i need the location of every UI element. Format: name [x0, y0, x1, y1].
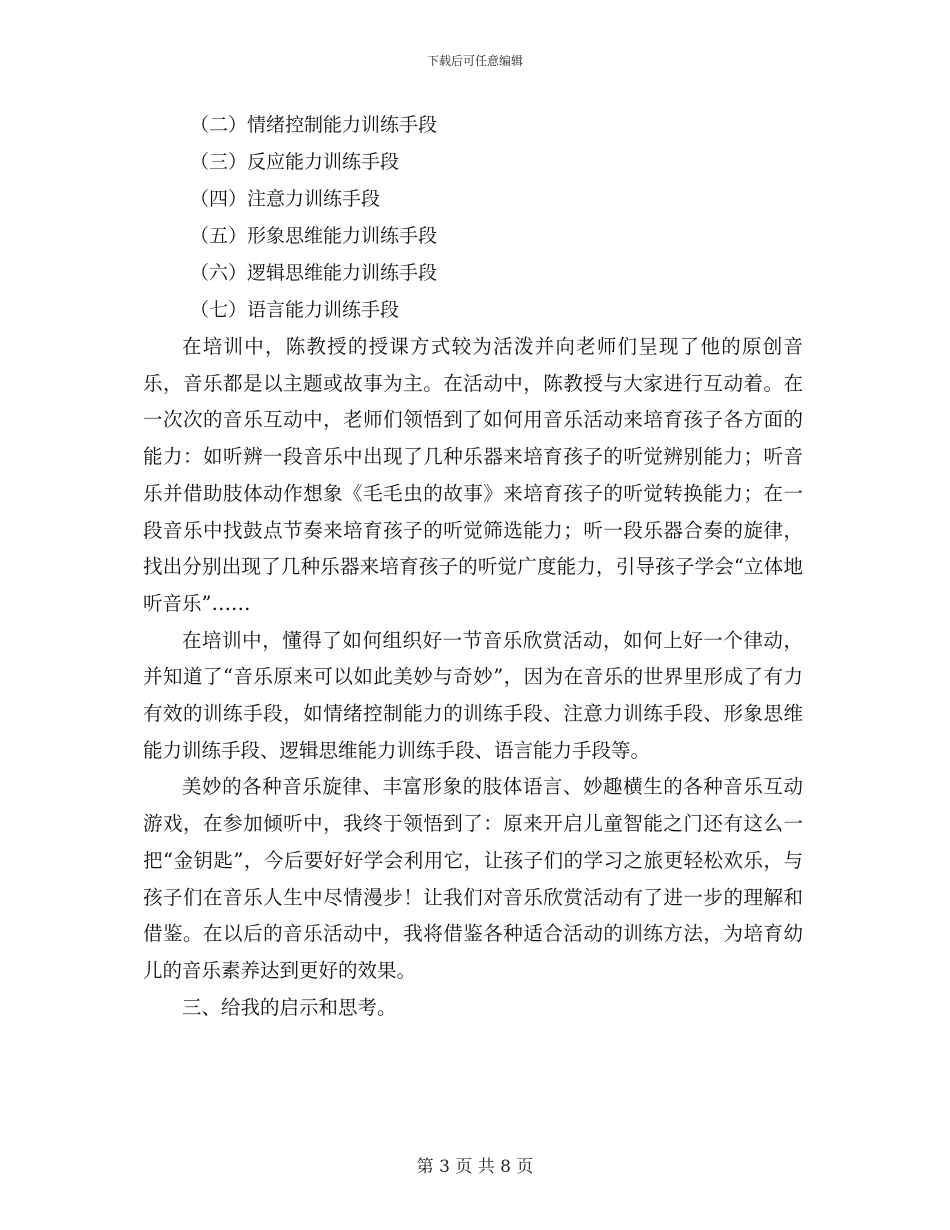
outline-item: （五）形象思维能力训练手段 [190, 225, 438, 247]
outline-item: （七）语言能力训练手段 [190, 299, 400, 321]
body-paragraph: 在培训中，懂得了如何组织好一节音乐欣赏活动，如何上好一个律动，并知道了“音乐原来可以如此美妙与奇妙”，因为在音乐的世界里形成了有力有效的训练手段，如情绪控制能力的训练手段、注意力训练手段、形象思维能力训练手段、逻辑思维能力训练手段、语言能力手段等。 [143, 628, 803, 762]
outline-item: （六）逻辑思维能力训练手段 [190, 262, 438, 284]
outline-item: （四）注意力训练手段 [190, 188, 381, 210]
page-header: 下载后可任意编辑 [426, 54, 523, 68]
page-number-footer: 第 3 页 共 8 页 [416, 1157, 534, 1177]
document-body [143, 107, 803, 1026]
outline-item: （三）反应能力训练手段 [190, 151, 400, 173]
body-paragraph: 美妙的各种音乐旋律、丰富形象的肢体语言、妙趣横生的各种音乐互动游戏，在参加倾听中，我终于领悟到了：原来开启儿童智能之门还有这么一把“金钥匙”，今后要好好学会利用它，让孩子们的学习之旅更轻松欢乐，与孩子们在音乐人生中尽情漫步！让我们对音乐欣赏活动有了进一步的理解和借鉴。在以后的音乐活动中，我将借鉴各种适合活动的训练方法，为培育幼儿的音乐素养达到更好的效果。 [143, 775, 803, 982]
section-heading: 三、给我的启示和思考。 [182, 995, 397, 1019]
outline-item: （二）情绪控制能力训练手段 [190, 114, 438, 136]
outline-list [143, 107, 803, 329]
body-paragraph: 在培训中，陈教授的授课方式较为活泼并向老师们呈现了他的原创音乐，音乐都是以主题或故事为主。在活动中，陈教授与大家进行互动着。在一次次的音乐互动中，老师们领悟到了如何用音乐活动来培育孩子各方面的能力：如听辨一段音乐中出现了几种乐器来培育孩子的听觉辨别能力；听音乐并借助肢体动作想象《毛毛虫的故事》来培育孩子的听觉转换能力；在一段音乐中找鼓点节奏来培育孩子的听觉筛选能力；听一段乐器合奏的旋律，找出分别出现了几种乐器来培育孩子的听觉广度能力，引导孩子学会“立体地听音乐”…… [143, 335, 803, 615]
